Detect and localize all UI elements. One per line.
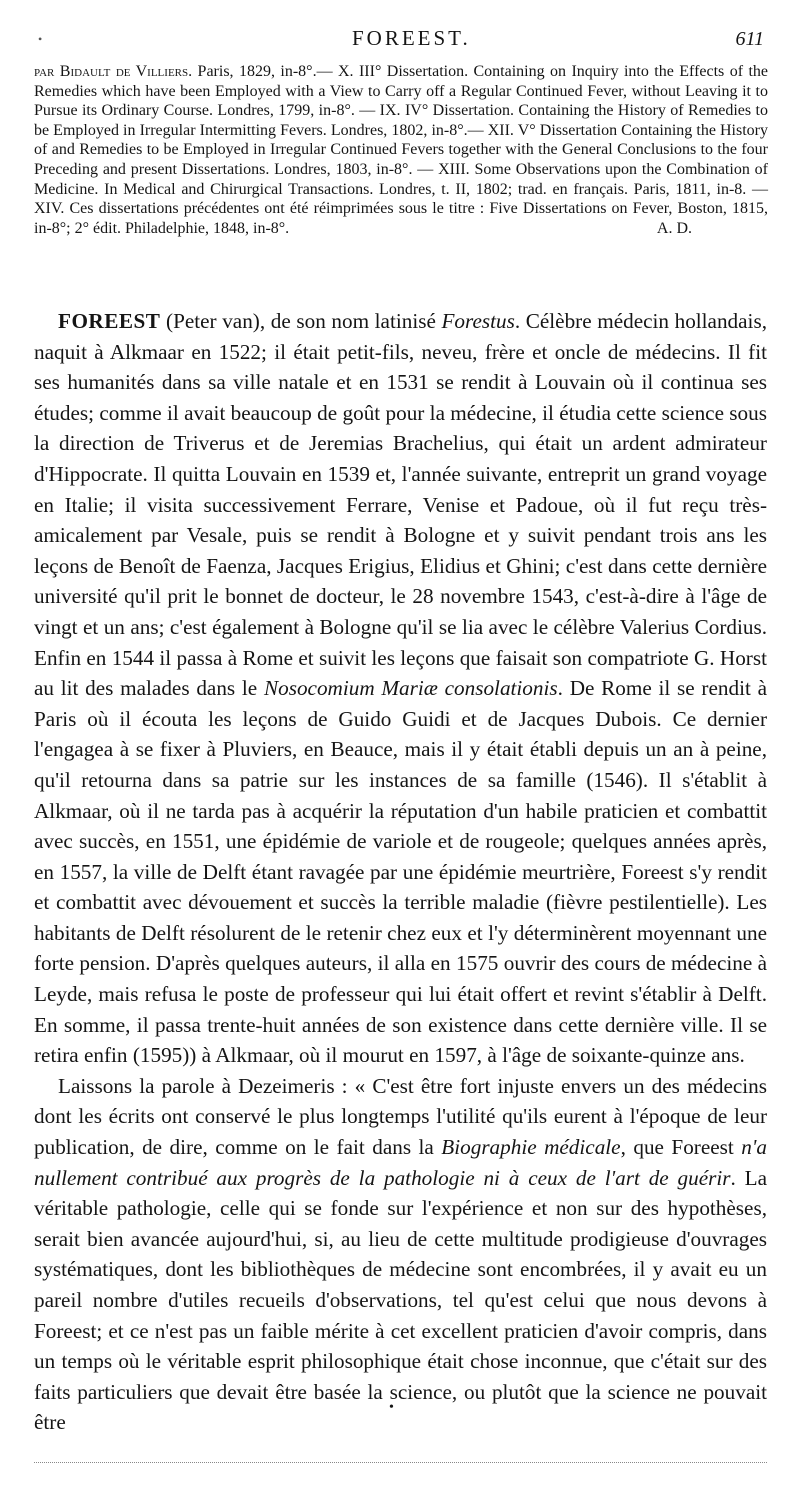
paragraph-2-text-c: . La véritable pathologie, celle qui se fonde sur l'expérience et non sur des hypothèses, serait bien avancée aujourd'hui, si, au lieu de cette multitude prodigieuse d'ouvrages systématiques, dont les bibliothèques de médecine sont encombrées, il y avait eu un pareil nombre d'utiles recueils d'observations, tel qu'est celui que nous devons à Foreest; et ce n'est pas un faible mérite à cet excellent praticien d'avoir compris, dans un temps où le véritable esprit philosophique était chose inconnue, que c'était sur des faits particuliers que devait être basée la science, ou plutôt que la science ne pouvait être <box>34 1165 767 1435</box>
paragraph-2-text-b: , que Foreest <box>620 1135 742 1160</box>
paragraph-1-text-b: . De Rome il se rendit à Paris où il écouta les leçons de Guido Guidi et de Jacques Dubois. Ce dernier l'engagea à se fixer à Pluviers, en Beauce, mais il y était établi depuis un an à peine, qu'il retourna dans sa patrie sur les instances de sa famille (1546). Il s'établit à Alkmaar, où il ne tarda pas à acquérir la réputation d'un habile praticien et combattit avec succès, en 1551, une épidémie de variole et de rougeole; quelques années après, en 1557, la ville de Delft étant ravagée par une épidémie meurtrière, Foreest s'y rendit et combattit avec dévouement et succès la terrible maladie (fièvre pestilentielle). Les habitants de Delft résolurent de le retenir chez eux et l'y déterminèrent moyennant une forte pension. D'après quelques auteurs, il alla en 1575 ouvrir des cours de médecine à Leyde, mais refusa le poste de professeur qui lui était offert et revint s'établir à Delft. En somme, il passa trente-huit années de son existence dans cette dernière ville. Il se retira enfin (1595)) à Alkmaar, où il mourut en 1597, à l'âge de soixante-quinze ans. <box>34 676 768 1068</box>
article-headword: FOREEST <box>58 309 161 333</box>
article-paragraph-2 <box>34 1071 767 1438</box>
running-header <box>0 26 800 56</box>
article-body <box>34 306 767 1438</box>
biographie-title: Biographie médicale <box>441 1135 621 1160</box>
latin-name: Forestus <box>441 309 515 333</box>
footer-rule <box>34 1462 767 1463</box>
bibliography-block <box>34 62 768 238</box>
paragraph-1-text-a: . Célèbre médecin hollandais, naquit à Alkmaar en 1522; il était petit-fils, neveu, frère et oncle de médecins. Il fit ses humanités dans sa ville natale et en 1531 se rendit à Louvain où il continua ses études; comme il avait beaucoup de goût pour la médecine, il étudia cette science sous la direction de Triverus et de Jeremias Brachelius, qui était un ardent admirateur d'Hippocrate. Il quitta Louvain en 1539 et, l'année suivante, entreprit un grand voyage en Italie; il visita successivement Ferrare, Venise et Padoue, où il fut reçu très-amicalement par Vesale, puis se rendit à Bologne et y suivit pendant trois ans les leçons de Benoît de Faenza, Jacques Erigius, Elidius et Ghini; c'est dans cette dernière université qu'il prit le bonnet de docteur, le 28 novembre 1543, c'est-à-dire à l'âge de vingt et un ans; c'est également à Bologne qu'il se lia avec le célèbre Valerius Cordius. Enfin en 1544 il passa à Rome et suivit les leçons que faisait son compatriote G. Horst au lit des malades dans le <box>34 309 767 701</box>
nosocomium-name: Nosocomium Mariæ consolationis <box>263 676 558 701</box>
page-title: FOREEST. <box>352 26 471 50</box>
paragraph-2-text-a: Laissons la parole à Dezeimeris : « C'est être fort injuste envers un des médecins dont les écrits ont conservé le plus longtemps l'utilité qu'ils eurent à l'époque de leur publication, de dire, comme on le fait dans la <box>34 1073 767 1160</box>
quoted-claim: n'a nullement contribué aux progrès de la pathologie ni à ceux de l'art de guérir <box>34 1135 767 1190</box>
header-mark: • <box>38 32 43 46</box>
page-number: 611 <box>735 28 764 50</box>
author-signature: A. D. <box>656 219 692 237</box>
headword-rest: (Peter van), de son nom latinisé <box>160 309 442 333</box>
bibliography-lead: par Bidault de Villiers. <box>34 63 193 80</box>
signature-mark: • <box>389 1400 394 1415</box>
article-paragraph-1 <box>34 306 767 1071</box>
bibliography-text: Paris, 1829, in-8°.— X. III° Dissertation. Containing on Inquiry into the Effects of the Remedies which have been Employed with a View to Carry off a Regular Continued Fever, without Leaving it to Pursue its Ordinary Course. Londres, 1799, in-8°. — IX. IV° Dissertation. Containing the History of Remedies to be Employed in Irregular Intermitting Fevers. Londres, 1802, in-8°.— XII. V° Dissertation Containing the History of and Remedies to be Employed in Irregular Continued Fevers together with the General Conclusions to the four Preceding and present Dissertations. Londres, 1803, in-8°. — XIII. Some Observations upon the Combination of Medicine. In Medical and Chirurgical Transactions. Londres, t. II, 1802; trad. en français. Paris, 1811, in-8. — XIV. Ces dissertations précédentes ont été réimprimées sous le titre : Five Dissertations on Fever, Boston, 1815, in-8°; 2° édit. Philadelphie, 1848, in-8°. <box>34 63 768 237</box>
